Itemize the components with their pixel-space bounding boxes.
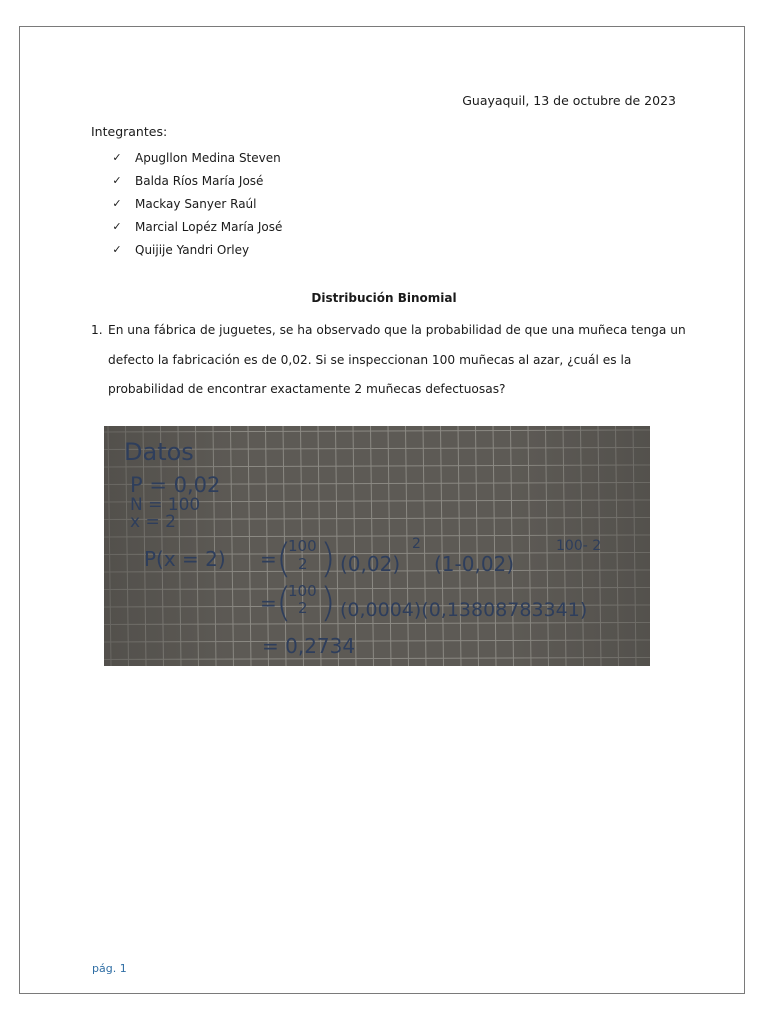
check-icon: ✓ <box>112 243 122 256</box>
hw-eq-left: P(x = 2) <box>144 547 226 571</box>
hw-eq1-binom-bottom: 2 <box>298 555 308 573</box>
hw-eq1-sign: = <box>260 547 277 571</box>
list-item <box>110 169 282 192</box>
hw-line-p: P = 0,02 <box>130 473 221 497</box>
check-icon: ✓ <box>112 151 122 164</box>
hw-eq1-paren-open: ( <box>276 536 292 582</box>
section-title: Distribución Binomial <box>311 291 457 305</box>
members-list <box>110 146 282 261</box>
hw-eq2-sign: = <box>260 591 277 615</box>
hw-eq3: = 0,2734 <box>262 634 356 658</box>
member-name: Balda Ríos María José <box>135 173 264 188</box>
problem-number: 1. <box>91 323 103 337</box>
problem-text: En una fábrica de juguetes, se ha observado que la probabilidad de que una muñeca tenga un defecto la fabricación es de 0,02. Si se inspeccionan 100 muñecas al azar, ¿cuál es la probabilidad de encontrar exactamente 2 muñecas defectuosas? <box>108 323 686 396</box>
hw-eq1-rest: (0,02) <box>340 552 401 576</box>
hw-eq1-paren-close: ) <box>320 536 336 582</box>
hw-title: Datos <box>124 438 194 466</box>
hw-eq2-paren-open: ( <box>276 580 292 626</box>
check-icon: ✓ <box>112 174 122 187</box>
hw-eq2-binom-bottom: 2 <box>298 599 308 617</box>
list-item <box>110 146 282 169</box>
list-item <box>110 192 282 215</box>
list-item <box>110 215 282 238</box>
hw-eq2-rest: (0,0004)(0,13808783341) <box>340 599 588 621</box>
check-icon: ✓ <box>112 197 122 210</box>
hw-eq2-paren-close: ) <box>320 580 336 626</box>
page-number: pág. 1 <box>92 962 127 975</box>
member-name: Quijije Yandri Orley <box>135 242 250 257</box>
hw-eq1-exp2: 100- 2 <box>556 538 602 554</box>
hw-eq1-binom-top: 100 <box>288 537 317 555</box>
check-icon: ✓ <box>112 220 122 233</box>
hw-line-x: x = 2 <box>130 512 176 532</box>
hw-eq1-rest2: (1-0,02) <box>434 552 515 576</box>
hw-eq1-exp1: 2 <box>412 536 421 552</box>
member-name: Marcial Lopéz María José <box>135 219 283 234</box>
handwritten-photo <box>104 426 650 666</box>
handwritten-photo-svg <box>104 426 650 666</box>
members-heading: Integrantes: <box>91 124 168 139</box>
list-item <box>110 238 282 261</box>
member-name: Apugllon Medina Steven <box>135 150 281 165</box>
member-name: Mackay Sanyer Raúl <box>135 196 257 211</box>
date-line: Guayaquil, 13 de octubre de 2023 <box>462 93 676 108</box>
hw-eq2-binom-top: 100 <box>288 582 317 600</box>
hw-line-n: N = 100 <box>130 495 201 515</box>
